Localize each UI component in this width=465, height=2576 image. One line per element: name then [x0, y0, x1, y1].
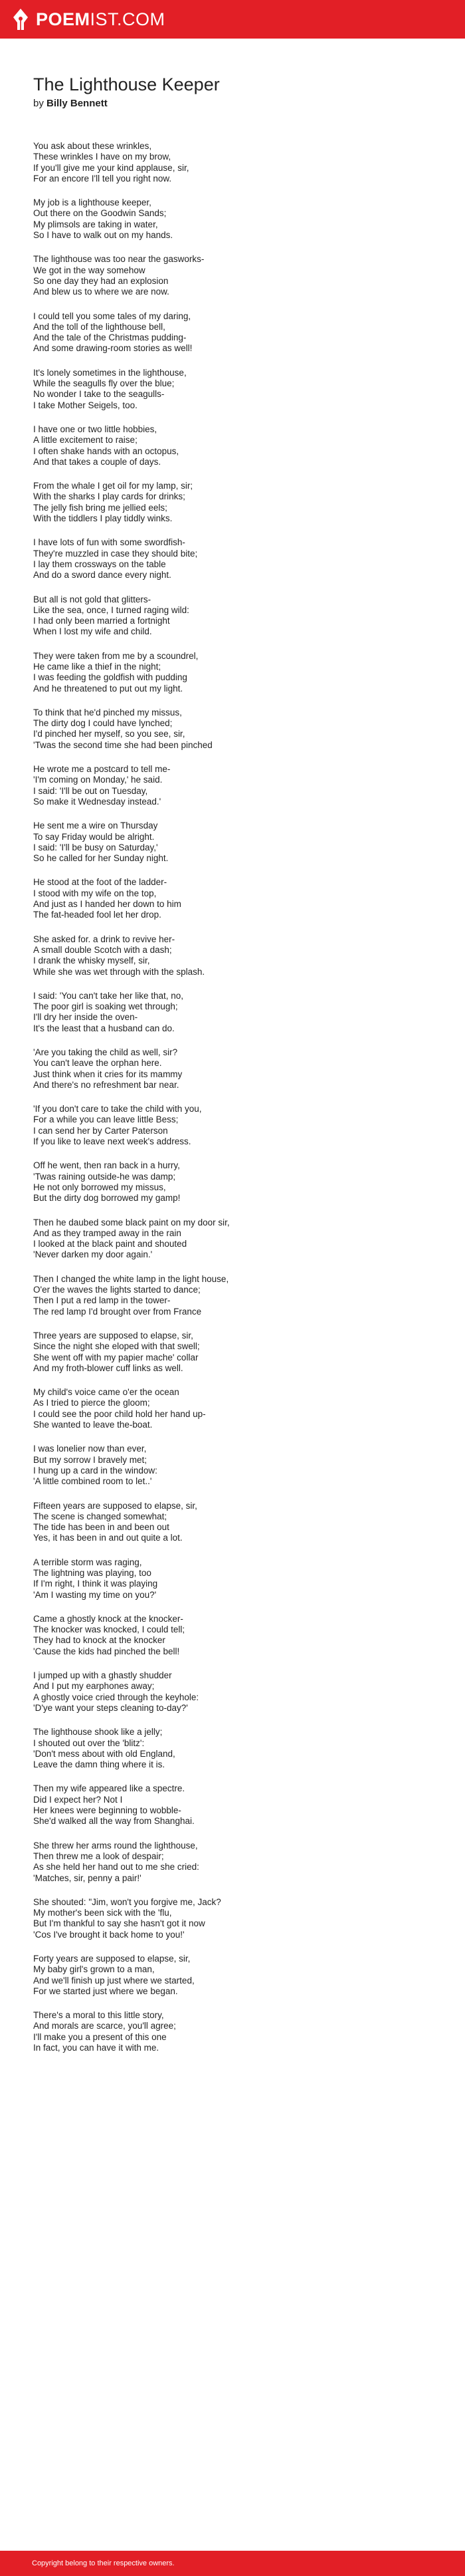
poem-line: I was feeding the goldfish with pudding	[33, 672, 187, 683]
poem-line: While she was wet through with the splash.	[33, 966, 205, 977]
poem-line: You can't leave the orphan here.	[33, 1058, 162, 1069]
poem-line: If you'll give me your kind applause, sir,	[33, 162, 189, 173]
poem-line: So I have to walk out on my hands.	[33, 230, 173, 241]
poem-line: I take Mother Seigels, too.	[33, 400, 138, 410]
poem-line: Then threw me a look of despair;	[33, 1851, 164, 1861]
stanza	[33, 368, 432, 411]
stanza	[33, 1614, 432, 1657]
poem-line: Came a ghostly knock at the knocker-	[33, 1613, 183, 1624]
poem-line: It's the least that a husband can do.	[33, 1023, 175, 1033]
stanza	[33, 481, 432, 524]
poem-line: Yes, it has been in and out quite a lot.	[33, 1533, 183, 1543]
poem-line: 'Don't mess about with old England,	[33, 1748, 175, 1759]
poem-line: He sent me a wire on Thursday	[33, 821, 158, 831]
poem-line: The dirty dog I could have lynched;	[33, 718, 173, 729]
poem-line: 'Never darken my door again.'	[33, 1249, 153, 1260]
poem-line: And the toll of the lighthouse bell,	[33, 321, 165, 332]
poem-line: He not only borrowed my missus,	[33, 1182, 166, 1192]
stanza	[33, 197, 432, 241]
poem-line: As I tried to pierce the gloom;	[33, 1398, 150, 1408]
poem-line: She asked for. a drink to revive her-	[33, 934, 175, 944]
poem-byline	[33, 97, 432, 110]
poem-line: The poor girl is soaking wet through;	[33, 1001, 178, 1012]
poem-line: And we'll finish up just where we started,	[33, 1975, 195, 1986]
poem-line: And the tale of the Christmas pudding-	[33, 332, 187, 343]
poem-container	[33, 73, 432, 2067]
poem-line: There's a moral to this little story,	[33, 2010, 164, 2021]
poem-line: A ghostly voice cried through the keyhole:	[33, 1692, 199, 1702]
stanza	[33, 1387, 432, 1430]
stanza	[33, 821, 432, 864]
poem-line: And my froth-blower cuff links as well.	[33, 1362, 183, 1373]
poem-line: But my sorrow I bravely met;	[33, 1454, 147, 1465]
stanza	[33, 651, 432, 694]
poem-line: And blew us to where we are now.	[33, 287, 169, 297]
poem-line: My plimsols are taking in water,	[33, 219, 158, 229]
stanza	[33, 254, 432, 297]
stanza	[33, 877, 432, 920]
poem-line: He stood at the foot of the ladder-	[33, 877, 167, 888]
poem-line: It's lonely sometimes in the lighthouse,	[33, 367, 187, 378]
poem-line: The lighthouse shook like a jelly;	[33, 1727, 163, 1738]
poem-title: The Lighthouse Keeper	[33, 74, 220, 94]
poem-line: The jelly fish bring me jellied eels;	[33, 502, 167, 513]
poem-line: To say Friday would be alright.	[33, 831, 155, 842]
poem-line: The red lamp I'd brought over from France	[33, 1306, 202, 1317]
stanza	[33, 1897, 432, 1940]
stanza	[33, 1274, 432, 1317]
stanza	[33, 934, 432, 977]
poem-line: For we started just where we began.	[33, 1986, 178, 1996]
poem-line: Like the sea, once, I turned raging wild:	[33, 604, 189, 615]
poem-line: I have lots of fun with some swordfish-	[33, 537, 185, 548]
poem-line: I could see the poor child hold her hand up-	[33, 1408, 206, 1419]
poem-line: And some drawing-room stories as well!	[33, 343, 193, 354]
poem-line: Then I changed the white lamp in the light house,	[33, 1273, 229, 1284]
poem-line: And as they tramped away in the rain	[33, 1227, 181, 1238]
poem-line: We got in the way somehow	[33, 265, 145, 275]
poem-line: To think that he'd pinched my missus,	[33, 707, 182, 717]
poem-line: With the tiddlers I play tiddly winks.	[33, 513, 173, 524]
poem-line: These wrinkles I have on my brow,	[33, 152, 171, 162]
stanza	[33, 1331, 432, 1374]
poem-line: I lay them crossways on the table	[33, 559, 166, 569]
poem-line: Then I put a red lamp in the tower-	[33, 1295, 171, 1306]
stanza	[33, 764, 432, 807]
poem-line: Forty years are supposed to elapse, sir,	[33, 1954, 191, 1964]
poem-line: Her knees were beginning to wobble-	[33, 1805, 181, 1816]
poem-line: If I'm right, I think it was playing	[33, 1579, 158, 1589]
poem-line: Fifteen years are supposed to elapse, sir,	[33, 1500, 197, 1511]
stanza	[33, 1557, 432, 1601]
stanza	[33, 1160, 432, 1204]
poem-line: 'Twas raining outside-he was damp;	[33, 1171, 176, 1182]
poem-line: I was lonelier now than ever,	[33, 1444, 147, 1454]
poem-line: The tide has been in and been out	[33, 1522, 169, 1533]
poem-line: If you like to leave next week's address.	[33, 1136, 191, 1147]
poem-line: I have one or two little hobbies,	[33, 424, 157, 434]
poem-line: My baby girl's grown to a man,	[33, 1964, 155, 1975]
stanza	[33, 1218, 432, 1261]
stanza	[33, 1727, 432, 1770]
stanza	[33, 141, 432, 184]
poem-line: I often shake hands with an octopus,	[33, 446, 179, 456]
poem-line: When I lost my wife and child.	[33, 626, 152, 637]
poem-line: Then he daubed some black paint on my door sir,	[33, 1217, 230, 1227]
poem-line: I drank the whisky myself, sir,	[33, 956, 150, 966]
poem-line: Then my wife appeared like a spectre.	[33, 1783, 185, 1794]
poem-line: She wanted to leave the-boat.	[33, 1420, 153, 1430]
poem-line: I can send her by Carter Paterson	[33, 1125, 168, 1136]
stanza	[33, 537, 432, 580]
poem-line: And morals are scarce, you'll agree;	[33, 2021, 176, 2031]
poem-line: 'I'm coming on Monday,' he said.	[33, 775, 163, 785]
stanza	[33, 1501, 432, 1544]
poem-line: I stood with my wife on the top,	[33, 888, 157, 898]
poem-line: My child's voice came o'er the ocean	[33, 1387, 179, 1398]
poem-line: And he threatened to put out my light.	[33, 683, 183, 694]
poem-line: As she held her hand out to me she cried:	[33, 1862, 199, 1872]
poem-line: She'd walked all the way from Shanghai.	[33, 1816, 195, 1827]
poem-line: 'Am I wasting my time on you?'	[33, 1589, 157, 1600]
poem-line: A terrible storm was raging,	[33, 1557, 142, 1567]
logo-text-bold: POEM	[36, 9, 90, 29]
logo-text	[36, 9, 165, 30]
poem-line: She threw her arms round the lighthouse,	[33, 1840, 198, 1851]
poem-line: Since the night she eloped with that swell;	[33, 1341, 200, 1352]
poem-line: I hung up a card in the window:	[33, 1465, 157, 1476]
poem-line: And there's no refreshment bar near.	[33, 1079, 179, 1090]
poem-line: Off he went, then ran back in a hurry,	[33, 1160, 180, 1171]
poem-line: So make it Wednesday instead.'	[33, 796, 161, 807]
poem-line: I said: 'I'll be busy on Saturday,'	[33, 842, 158, 852]
poem-line: The lighthouse was too near the gasworks-	[33, 254, 205, 265]
poem-line: I said: 'I'll be out on Tuesday,	[33, 785, 148, 796]
poem-line: But all is not gold that glitters-	[33, 594, 151, 604]
poem-line: I'd pinched her myself, so you see, sir,	[33, 729, 185, 739]
poem-line: You ask about these wrinkles,	[33, 141, 152, 151]
poem-line: I could tell you some tales of my daring,	[33, 311, 191, 321]
poem-line: For an encore I'll tell you right now.	[33, 173, 172, 184]
poem-line: O'er the waves the lights started to dance;	[33, 1285, 201, 1295]
poem-line: 'Cos I've brought it back home to you!'	[33, 1929, 185, 1940]
poem-line: The knocker was knocked, I could tell;	[33, 1624, 185, 1635]
poem-line: From the whale I get oil for my lamp, sir;	[33, 481, 193, 491]
poem-line: No wonder I take to the seagulls-	[33, 389, 165, 400]
pen-nib-icon	[12, 8, 29, 31]
site-logo[interactable]	[12, 8, 165, 31]
poem-line: 'D'ye want your steps cleaning to-day?'	[33, 1702, 188, 1713]
poem-line: I looked at the black paint and shouted	[33, 1239, 187, 1249]
stanza	[33, 991, 432, 1034]
poem-line: And just as I handed her down to him	[33, 899, 181, 910]
stanza	[33, 1047, 432, 1091]
stanza	[33, 1954, 432, 1997]
poem-line: But I'm thankful to say she hasn't got it now	[33, 1918, 205, 1929]
poem-author[interactable]: Billy Bennett	[46, 98, 108, 109]
poem-line: The fat-headed fool let her drop.	[33, 910, 161, 920]
poem-line: 'Matches, sir, penny a pair!'	[33, 1872, 141, 1883]
stanza	[33, 2010, 432, 2053]
poem-line: For a while you can leave little Bess;	[33, 1114, 179, 1125]
poem-line: My job is a lighthouse keeper,	[33, 197, 151, 208]
poem-line: They were taken from me by a scoundrel,	[33, 650, 199, 661]
poem-line: 'Are you taking the child as well, sir?	[33, 1047, 178, 1057]
poem-line: My mother's been sick with the 'flu,	[33, 1908, 172, 1918]
poem-line: He wrote me a postcard to tell me-	[33, 764, 171, 775]
stanza	[33, 708, 432, 751]
stanza	[33, 311, 432, 354]
stanza	[33, 1670, 432, 1714]
poem-line: Three years are supposed to elapse, sir,	[33, 1330, 193, 1341]
poem-line: I shouted out over the 'blitz':	[33, 1738, 145, 1748]
poem-line: So one day they had an explosion	[33, 275, 169, 286]
poem-body	[33, 141, 432, 2053]
poem-line: She went off with my papier mache' collar	[33, 1352, 199, 1362]
poem-line: In fact, you can have it with me.	[33, 2043, 159, 2053]
poem-line: 'If you don't care to take the child with you,	[33, 1104, 202, 1114]
poem-line: They had to knock at the knocker	[33, 1635, 165, 1646]
poem-line: With the sharks I play cards for drinks;	[33, 491, 185, 502]
poem-line: And I put my earphones away;	[33, 1681, 155, 1692]
poem-line: So he called for her Sunday night.	[33, 853, 169, 864]
poem-line: He came like a thief in the night;	[33, 661, 161, 672]
poem-line: 'Twas the second time she had been pinched	[33, 739, 213, 750]
poem-line: A little excitement to raise;	[33, 435, 138, 446]
stanza	[33, 424, 432, 467]
stanza	[33, 1104, 432, 1147]
stanza	[33, 594, 432, 638]
poem-line: The lightning was playing, too	[33, 1567, 151, 1578]
poem-line: I had only been married a fortnight	[33, 616, 170, 626]
poem-line: While the seagulls fly over the blue;	[33, 378, 175, 389]
poem-line: I'll make you a present of this one	[33, 2031, 167, 2042]
poem-line: I said: 'You can't take her like that, no,	[33, 990, 184, 1001]
poem-line: And do a sword dance every night.	[33, 570, 171, 580]
poem-line: I jumped up with a ghastly shudder	[33, 1670, 172, 1681]
poem-line: A small double Scotch with a dash;	[33, 944, 172, 955]
site-header	[0, 0, 465, 39]
poem-line: The scene is changed somewhat;	[33, 1511, 167, 1521]
logo-text-rest: IST.COM	[90, 9, 165, 29]
poem-line: Out there on the Goodwin Sands;	[33, 208, 167, 219]
stanza	[33, 1841, 432, 1884]
poem-line: They're muzzled in case they should bite;	[33, 548, 198, 559]
poem-line: And that takes a couple of days.	[33, 456, 161, 467]
poem-line: Did I expect her? Not I	[33, 1794, 123, 1805]
site-footer	[0, 2551, 465, 2576]
poem-line: Just think when it cries for its mammy	[33, 1069, 183, 1079]
poem-line: She shouted: "Jim, won't you forgive me, Jack?	[33, 1896, 221, 1907]
footer-copyright: Copyright belong to their respective owners.	[32, 2559, 175, 2567]
poem-line: I'll dry her inside the oven-	[33, 1012, 138, 1023]
poem-line: Leave the damn thing where it is.	[33, 1759, 165, 1770]
poem-line: 'A little combined room to let..'	[33, 1476, 152, 1487]
stanza	[33, 1444, 432, 1487]
poem-line: 'Cause the kids had pinched the bell!	[33, 1646, 180, 1656]
stanza	[33, 1783, 432, 1827]
poem-line: But the dirty dog borrowed my gamp!	[33, 1193, 181, 1204]
byline-by-label: by	[33, 98, 44, 109]
